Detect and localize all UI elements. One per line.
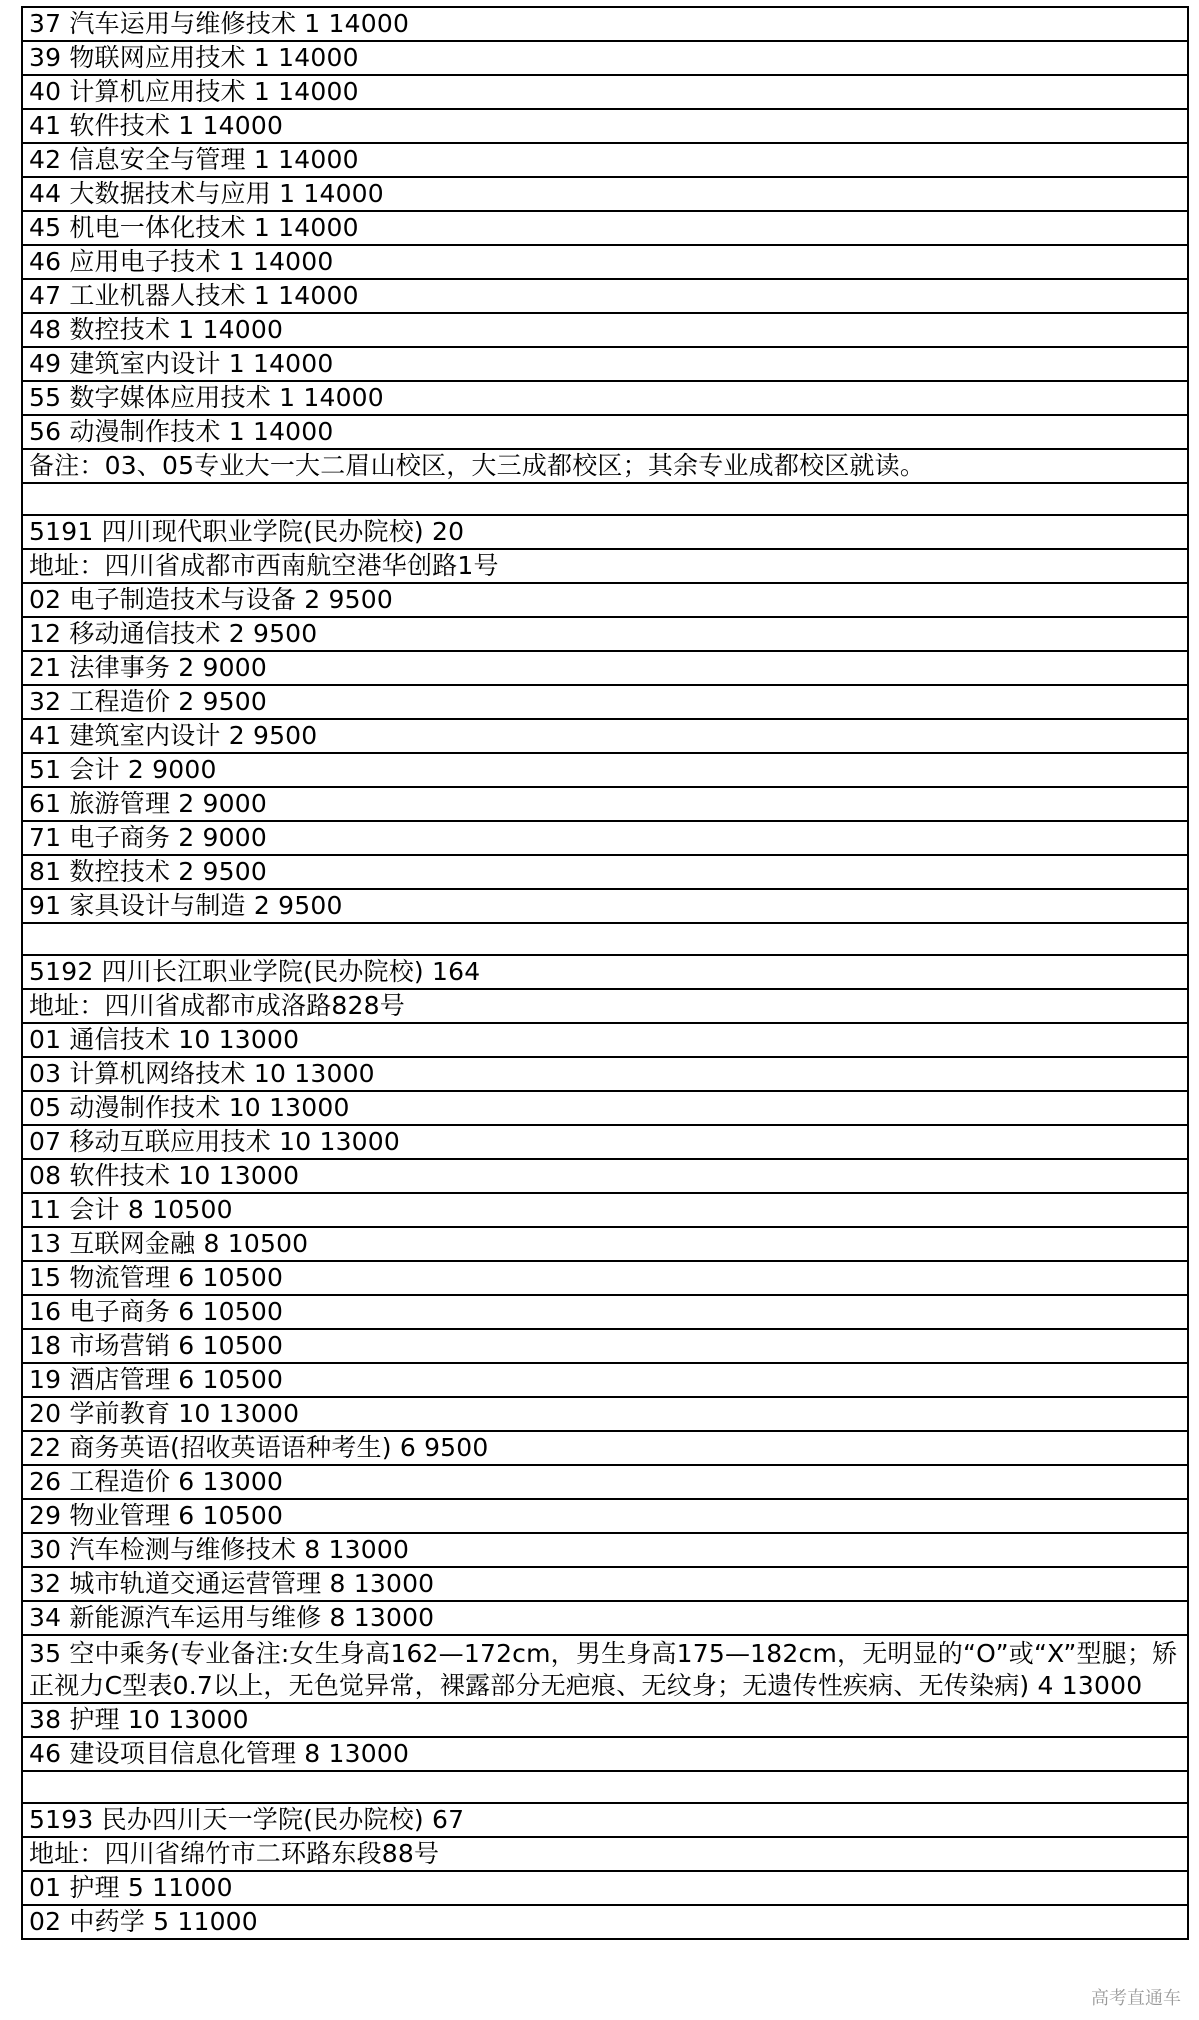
table-row xyxy=(22,989,1188,1023)
table-row xyxy=(22,515,1188,549)
table-row xyxy=(22,211,1188,245)
table-cell: 02 中药学 5 11000 xyxy=(22,1905,1188,1939)
table-row xyxy=(22,1703,1188,1737)
table-cell: 5191 四川现代职业学院(民办院校) 20 xyxy=(22,515,1188,549)
table-row xyxy=(22,1431,1188,1465)
table-row xyxy=(22,1905,1188,1939)
table-row xyxy=(22,787,1188,821)
table-cell: 30 汽车检测与维修技术 8 13000 xyxy=(22,1533,1188,1567)
table-row xyxy=(22,75,1188,109)
table-row xyxy=(22,1261,1188,1295)
table-cell: 5193 民办四川天一学院(民办院校) 67 xyxy=(22,1803,1188,1837)
table-cell: 45 机电一体化技术 1 14000 xyxy=(22,211,1188,245)
table-row xyxy=(22,483,1188,515)
table-row xyxy=(22,1771,1188,1803)
watermark: 高考直通车 xyxy=(1091,1988,1181,2009)
table-row xyxy=(22,1125,1188,1159)
table-row xyxy=(22,923,1188,955)
table-row xyxy=(22,719,1188,753)
table-cell: 37 汽车运用与维修技术 1 14000 xyxy=(22,7,1188,41)
table-cell: 12 移动通信技术 2 9500 xyxy=(22,617,1188,651)
table-row xyxy=(22,1023,1188,1057)
table-row xyxy=(22,41,1188,75)
table-row xyxy=(22,1601,1188,1635)
table-cell: 34 新能源汽车运用与维修 8 13000 xyxy=(22,1601,1188,1635)
table-cell: 01 护理 5 11000 xyxy=(22,1871,1188,1905)
table-row xyxy=(22,1363,1188,1397)
table-row xyxy=(22,415,1188,449)
table-row xyxy=(22,1837,1188,1871)
table-row xyxy=(22,651,1188,685)
table-cell: 61 旅游管理 2 9000 xyxy=(22,787,1188,821)
table-cell: 08 软件技术 10 13000 xyxy=(22,1159,1188,1193)
table-row xyxy=(22,109,1188,143)
table-cell: 05 动漫制作技术 10 13000 xyxy=(22,1091,1188,1125)
table-cell: 29 物业管理 6 10500 xyxy=(22,1499,1188,1533)
table-row xyxy=(22,1295,1188,1329)
table-cell: 18 市场营销 6 10500 xyxy=(22,1329,1188,1363)
table-cell: 21 法律事务 2 9000 xyxy=(22,651,1188,685)
table-cell: 03 计算机网络技术 10 13000 xyxy=(22,1057,1188,1091)
table-cell: 13 互联网金融 8 10500 xyxy=(22,1227,1188,1261)
table-row xyxy=(22,1567,1188,1601)
table-row xyxy=(22,1465,1188,1499)
table-cell: 46 应用电子技术 1 14000 xyxy=(22,245,1188,279)
table-cell: 44 大数据技术与应用 1 14000 xyxy=(22,177,1188,211)
table-cell: 22 商务英语(招收英语语种考生) 6 9500 xyxy=(22,1431,1188,1465)
table-row xyxy=(22,1159,1188,1193)
table-body xyxy=(22,7,1188,1939)
table-row xyxy=(22,1057,1188,1091)
table-cell: 41 软件技术 1 14000 xyxy=(22,109,1188,143)
table-cell xyxy=(22,1771,1188,1803)
table-cell: 26 工程造价 6 13000 xyxy=(22,1465,1188,1499)
table-cell: 46 建设项目信息化管理 8 13000 xyxy=(22,1737,1188,1771)
table-cell: 40 计算机应用技术 1 14000 xyxy=(22,75,1188,109)
table-row xyxy=(22,347,1188,381)
table-cell: 11 会计 8 10500 xyxy=(22,1193,1188,1227)
table-cell xyxy=(22,923,1188,955)
table-cell: 02 电子制造技术与设备 2 9500 xyxy=(22,583,1188,617)
table-cell: 01 通信技术 10 13000 xyxy=(22,1023,1188,1057)
table-cell: 32 城市轨道交通运营管理 8 13000 xyxy=(22,1567,1188,1601)
table-row xyxy=(22,549,1188,583)
table-row xyxy=(22,381,1188,415)
table-row xyxy=(22,1499,1188,1533)
table-cell: 47 工业机器人技术 1 14000 xyxy=(22,279,1188,313)
table-row xyxy=(22,313,1188,347)
table-row xyxy=(22,855,1188,889)
table-row xyxy=(22,955,1188,989)
table-row xyxy=(22,1193,1188,1227)
table-cell: 71 电子商务 2 9000 xyxy=(22,821,1188,855)
document-page xyxy=(21,6,1189,1940)
table-row xyxy=(22,1737,1188,1771)
table-row xyxy=(22,1871,1188,1905)
table-row xyxy=(22,143,1188,177)
table-row xyxy=(22,583,1188,617)
table-cell: 地址：四川省成都市成洛路828号 xyxy=(22,989,1188,1023)
table-cell: 5192 四川长江职业学院(民办院校) 164 xyxy=(22,955,1188,989)
table-cell: 42 信息安全与管理 1 14000 xyxy=(22,143,1188,177)
table-row xyxy=(22,279,1188,313)
table-cell: 16 电子商务 6 10500 xyxy=(22,1295,1188,1329)
table-cell: 49 建筑室内设计 1 14000 xyxy=(22,347,1188,381)
table-row xyxy=(22,1227,1188,1261)
table-row xyxy=(22,245,1188,279)
table-cell: 81 数控技术 2 9500 xyxy=(22,855,1188,889)
table-row xyxy=(22,1397,1188,1431)
table-cell xyxy=(22,483,1188,515)
table-row xyxy=(22,821,1188,855)
table-row xyxy=(22,889,1188,923)
table-row xyxy=(22,685,1188,719)
table-row xyxy=(22,1635,1188,1703)
table-cell: 39 物联网应用技术 1 14000 xyxy=(22,41,1188,75)
table-cell: 56 动漫制作技术 1 14000 xyxy=(22,415,1188,449)
table-cell: 41 建筑室内设计 2 9500 xyxy=(22,719,1188,753)
table-cell: 地址：四川省绵竹市二环路东段88号 xyxy=(22,1837,1188,1871)
table-cell: 地址：四川省成都市西南航空港华创路1号 xyxy=(22,549,1188,583)
table-cell: 19 酒店管理 6 10500 xyxy=(22,1363,1188,1397)
table-cell: 07 移动互联应用技术 10 13000 xyxy=(22,1125,1188,1159)
table-row xyxy=(22,1533,1188,1567)
table-cell: 55 数字媒体应用技术 1 14000 xyxy=(22,381,1188,415)
table-cell: 91 家具设计与制造 2 9500 xyxy=(22,889,1188,923)
table-row xyxy=(22,753,1188,787)
table-cell: 35 空中乘务(专业备注:女生身高162—172cm，男生身高175—182cm，无明显的“O”或“X”型腿；矫正视力C型表0.7以上，无色觉异常，裸露部分无疤痕、无纹身；无遗传性疾病、无传染病) 4 13000 xyxy=(22,1635,1188,1703)
table-row xyxy=(22,617,1188,651)
table-cell: 备注：03、05专业大一大二眉山校区，大三成都校区；其余专业成都校区就读。 xyxy=(22,449,1188,483)
table-cell: 15 物流管理 6 10500 xyxy=(22,1261,1188,1295)
table-cell: 51 会计 2 9000 xyxy=(22,753,1188,787)
table-row xyxy=(22,177,1188,211)
table-row xyxy=(22,1091,1188,1125)
table-row xyxy=(22,1329,1188,1363)
table-cell: 32 工程造价 2 9500 xyxy=(22,685,1188,719)
table-cell: 20 学前教育 10 13000 xyxy=(22,1397,1188,1431)
table-row xyxy=(22,1803,1188,1837)
table-row xyxy=(22,449,1188,483)
table-cell: 48 数控技术 1 14000 xyxy=(22,313,1188,347)
table-row xyxy=(22,7,1188,41)
table-cell: 38 护理 10 13000 xyxy=(22,1703,1188,1737)
enrollment-table xyxy=(21,6,1189,1940)
